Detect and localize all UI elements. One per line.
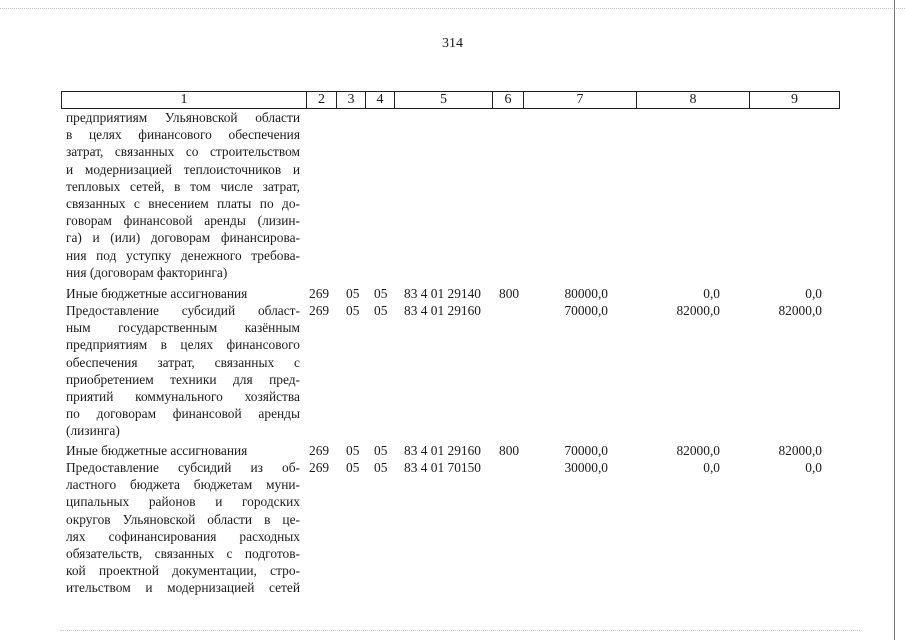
column-header-row [61, 91, 840, 109]
text-line: по договорам финансовой аренды [66, 406, 300, 422]
col-header-2: 2 [307, 92, 337, 109]
cell-col5: 83 4 01 29140 [404, 286, 481, 301]
cell-col7: 70000,0 [564, 303, 608, 318]
cell-col5: 83 4 01 29160 [404, 303, 481, 318]
page-edge-line [894, 0, 895, 640]
cell-col3: 05 [346, 286, 360, 301]
text-line: округов Ульяновской области в це- [66, 511, 300, 527]
cell-col8: 82000,0 [676, 303, 720, 318]
text-line: и модернизацией теплоисточников и [66, 161, 300, 177]
text-line: ния (договорам факторинга) [66, 264, 228, 280]
cell-col4: 05 [374, 286, 388, 301]
cell-col4: 05 [374, 303, 388, 318]
cell-col4: 05 [374, 443, 388, 458]
text-line: Предоставление субсидий област- [66, 303, 300, 318]
text-line: ципальных районов и городских [66, 494, 300, 510]
col-header-7: 7 [524, 92, 637, 109]
cell-col2: 269 [309, 303, 330, 318]
text-line: обязательств, связанных с подготов- [66, 546, 300, 562]
text-line: в целях финансового обеспечения [66, 127, 300, 143]
text-line: тепловых сетей, в том числе затрат, [66, 178, 300, 194]
text-line: (лизинга) [66, 423, 120, 439]
col-header-1: 1 [62, 92, 307, 109]
text-line: га) и (или) договорам финансирова- [66, 230, 300, 246]
row-description [66, 442, 300, 459]
cell-col3: 05 [346, 443, 360, 458]
cell-col6: 800 [499, 443, 520, 458]
text-line: Иные бюджетные ассигнования [66, 443, 248, 458]
cell-col5: 83 4 01 29160 [404, 443, 481, 458]
cell-col8: 82000,0 [676, 443, 720, 458]
row-description [66, 459, 300, 597]
cell-col9: 82000,0 [778, 443, 822, 458]
col-header-5: 5 [395, 92, 493, 109]
text-line: обеспечения затрат, связанных с [66, 354, 300, 370]
text-line: кой проектной документации, стро- [66, 563, 300, 579]
cell-col6: 800 [499, 286, 520, 301]
text-line: предприятиям Ульяновской области [66, 110, 300, 125]
text-line: ным государственным казённым [66, 320, 300, 336]
text-line: лях софинансирования расходных [66, 528, 300, 544]
text-line: Предоставление субсидий из об- [66, 460, 300, 475]
text-line: приятий коммунального хозяйства [66, 389, 300, 405]
cell-col2: 269 [309, 286, 330, 301]
row-description [66, 285, 300, 302]
cell-col3: 05 [346, 460, 360, 475]
text-line: ластного бюджета бюджетам муни- [66, 477, 300, 493]
page-number: 314 [442, 36, 463, 51]
cell-col7: 80000,0 [564, 286, 608, 301]
text-line: связанных с внесением платы по до- [66, 196, 300, 212]
cell-col8: 0,0 [703, 460, 720, 475]
row-description [66, 109, 300, 281]
col-header-9: 9 [750, 92, 840, 109]
cell-col4: 05 [374, 460, 388, 475]
scan-artifact-bottom [60, 630, 860, 632]
text-line: говорам финансовой аренды (лизин- [66, 213, 300, 229]
col-header-3: 3 [337, 92, 366, 109]
col-header-8: 8 [637, 92, 750, 109]
text-line: затрат, связанных со строительством [66, 144, 300, 160]
row-description [66, 302, 300, 440]
cell-col2: 269 [309, 460, 330, 475]
col-header-6: 6 [493, 92, 524, 109]
text-line: приобретением техники для пред- [66, 371, 300, 387]
cell-col5: 83 4 01 70150 [404, 460, 481, 475]
cell-col9: 0,0 [805, 286, 822, 301]
cell-col7: 30000,0 [564, 460, 608, 475]
text-line: предприятиям в целях финансового [66, 337, 300, 353]
cell-col7: 70000,0 [564, 443, 608, 458]
cell-col9: 0,0 [805, 460, 822, 475]
text-line: Иные бюджетные ассигнования [66, 286, 248, 301]
text-line: ительством и модернизацией сетей [66, 580, 300, 596]
text-line: ния под уступку денежного требова- [66, 247, 300, 263]
cell-col8: 0,0 [703, 286, 720, 301]
col-header-4: 4 [366, 92, 395, 109]
cell-col3: 05 [346, 303, 360, 318]
cell-col2: 269 [309, 443, 330, 458]
cell-col9: 82000,0 [778, 303, 822, 318]
scan-artifact-top [0, 8, 905, 10]
